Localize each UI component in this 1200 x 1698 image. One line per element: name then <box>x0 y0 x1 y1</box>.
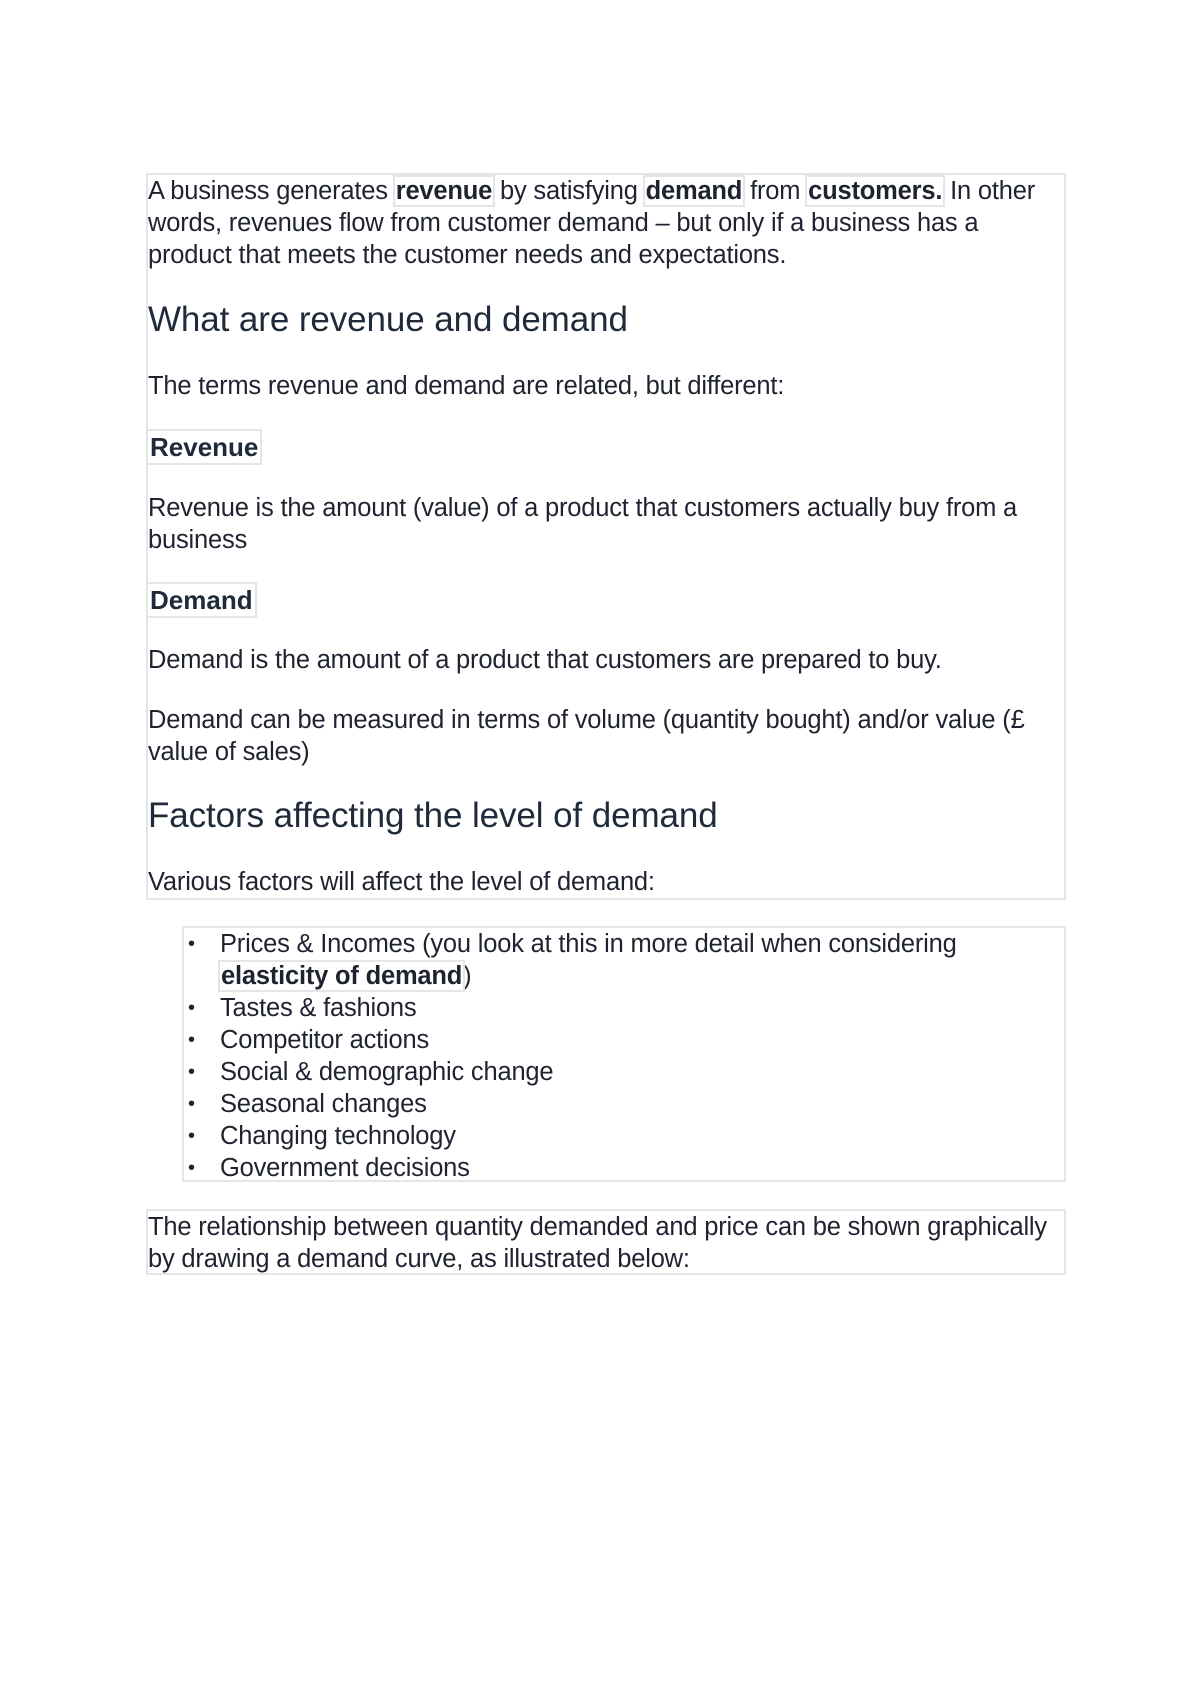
list-item <box>184 928 1044 992</box>
intro-text-end: In other words, revenues flow from customer demand – but only if a business has a product that meets the customer needs and expectations. <box>148 177 1035 269</box>
subheading-revenue: Revenue <box>150 432 259 462</box>
bullet-icon: • <box>188 933 195 955</box>
closing-text-block <box>146 1209 1066 1275</box>
intro-paragraph <box>148 175 1058 271</box>
list-item <box>184 1024 1044 1056</box>
section1-lead: The terms revenue and demand are related, but different: <box>148 372 785 400</box>
intro-text-mid2: from <box>743 177 808 205</box>
term-revenue: revenue <box>395 177 493 205</box>
factors-list <box>184 928 1044 1184</box>
list-item <box>184 1088 1044 1120</box>
bullet-icon: • <box>188 1093 195 1115</box>
intro-text-mid1: by satisfying <box>493 177 645 205</box>
bullet-icon: • <box>188 1125 195 1147</box>
factors-list-block <box>182 926 1066 1182</box>
section2-lead: Various factors will affect the level of demand: <box>148 868 655 896</box>
list-item-text: Social & demographic change <box>220 1058 554 1086</box>
list-item <box>184 1120 1044 1152</box>
revenue-definition: Revenue is the amount (value) of a product that customers actually buy from a business <box>148 494 1018 554</box>
list-item-text: Government decisions <box>220 1154 470 1182</box>
intro-text-start: A business generates <box>148 177 395 205</box>
list-item-text: Tastes & fashions <box>220 994 417 1022</box>
list-item-text-end: ) <box>463 962 472 990</box>
term-demand: demand <box>645 177 743 205</box>
heading-factors-affecting-demand: Factors affecting the level of demand <box>148 796 718 835</box>
demand-definition: Demand is the amount of a product that customers are prepared to buy. <box>148 646 942 674</box>
heading-revenue-and-demand: What are revenue and demand <box>148 300 628 339</box>
list-item-text: Seasonal changes <box>220 1090 427 1118</box>
term-elasticity-of-demand: elasticity of demand <box>221 962 463 990</box>
term-customers: customers. <box>808 177 943 205</box>
bullet-icon: • <box>188 1157 195 1179</box>
list-item-text: Competitor actions <box>220 1026 429 1054</box>
bullet-icon: • <box>188 1029 195 1051</box>
list-item-text: Changing technology <box>220 1122 456 1150</box>
closing-paragraph: The relationship between quantity demanded and price can be shown graphically by drawing a demand curve, as illustrated below: <box>148 1213 1047 1273</box>
list-item-text: Prices & Incomes (you look at this in more detail when considering <box>220 930 957 958</box>
subheading-demand: Demand <box>150 585 253 615</box>
list-item <box>184 1056 1044 1088</box>
list-item <box>184 992 1044 1024</box>
list-item <box>184 1152 1044 1184</box>
demand-measurement: Demand can be measured in terms of volume (quantity bought) and/or value (£ value of sales) <box>148 706 1025 766</box>
main-text-block <box>146 173 1066 900</box>
bullet-icon: • <box>188 1061 195 1083</box>
bullet-icon: • <box>188 997 195 1019</box>
